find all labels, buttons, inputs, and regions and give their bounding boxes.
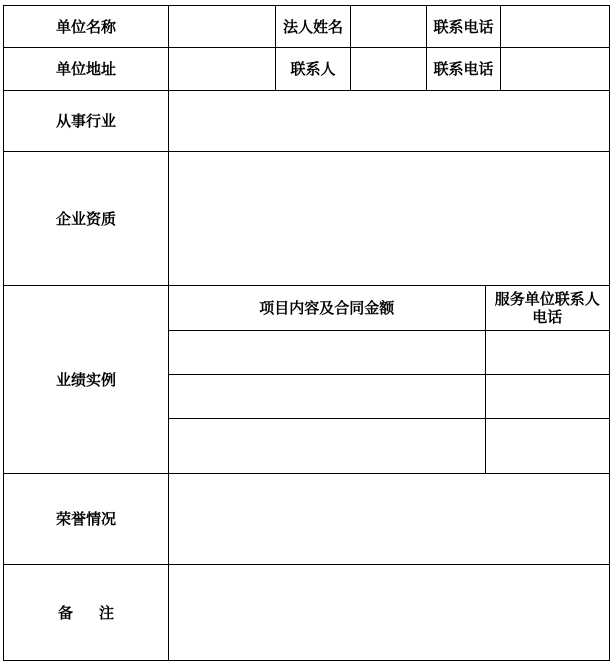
remarks-label-cell [4,565,169,661]
industry-field[interactable] [169,91,610,152]
honors-label: 荣誉情况 [4,474,169,565]
performance-row [169,374,609,418]
phone-field-1[interactable] [501,6,610,48]
remarks-field[interactable] [169,565,610,661]
enterprise-info-table [3,5,610,661]
performance-row [169,418,609,473]
row-qualification [4,152,610,286]
phone-label-cell-2 [427,48,501,91]
row-address [4,48,610,91]
address-field[interactable] [169,48,276,91]
service-contact-cell-2[interactable] [485,374,609,418]
row-honors [4,474,610,565]
phone-label-1: 联系电话 [433,17,494,36]
service-contact-cell-3[interactable] [485,418,609,473]
project-content-cell-2[interactable] [169,374,485,418]
legal-person-label-cell [276,6,351,48]
performance-header-row [169,286,609,330]
qualification-label: 企业资质 [4,152,169,286]
row-industry [4,91,610,152]
legal-person-field[interactable] [351,6,427,48]
performance-subtable [169,286,609,473]
honors-field[interactable] [169,474,610,565]
phone-label-cell-1 [427,6,501,48]
service-contact-cell-1[interactable] [485,330,609,374]
phone-label-2: 联系电话 [433,60,494,78]
contact-label: 联系人 [276,48,351,91]
industry-label: 从事行业 [4,91,169,152]
legal-person-label: 法人姓名 [283,17,344,36]
row-remarks [4,565,610,661]
performance-subtable-cell [169,286,610,474]
contact-field[interactable] [351,48,427,91]
service-contact-header: 服务单位联系人电话 [494,289,600,326]
project-content-cell-1[interactable] [169,330,485,374]
service-contact-header-cell [485,286,609,330]
performance-row [169,330,609,374]
performance-label: 业绩实例 [4,286,169,474]
address-label: 单位地址 [4,48,169,91]
unit-name-field[interactable] [169,6,276,48]
row-performance [4,286,610,474]
qualification-field[interactable] [169,152,610,286]
project-content-cell-3[interactable] [169,418,485,473]
phone-field-2[interactable] [501,48,610,91]
unit-name-label: 单位名称 [4,6,169,48]
enterprise-info-form [3,5,609,660]
row-unit-name [4,6,610,48]
project-content-header: 项目内容及合同金额 [169,286,485,330]
remarks-label: 备注 [57,603,140,622]
